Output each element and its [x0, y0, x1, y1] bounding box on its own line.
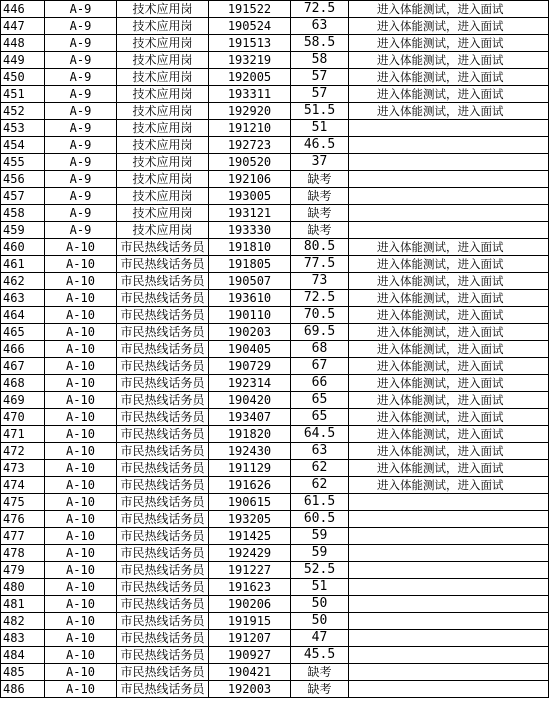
table-row: [1, 392, 549, 409]
cell-position-code: A-9: [45, 171, 117, 188]
cell-result: 进入体能测试，进入面试: [349, 273, 549, 290]
table-row: [1, 426, 549, 443]
cell-exam-number: 192003: [209, 681, 291, 698]
cell-result: 进入体能测试，进入面试: [349, 460, 549, 477]
cell-position-code: A-10: [45, 443, 117, 460]
cell-result: [349, 120, 549, 137]
cell-position-code: A-9: [45, 188, 117, 205]
table-row: [1, 239, 549, 256]
cell-position-name: 技术应用岗: [117, 137, 209, 154]
cell-position-name: 市民热线话务员: [117, 256, 209, 273]
cell-result: [349, 222, 549, 239]
cell-score: 72.5: [291, 1, 349, 18]
cell-seq: 470: [1, 409, 45, 426]
results-table-body: [1, 1, 549, 698]
cell-result: 进入体能测试，进入面试: [349, 52, 549, 69]
cell-seq: 461: [1, 256, 45, 273]
cell-score: 63: [291, 443, 349, 460]
table-row: [1, 171, 549, 188]
table-row: [1, 613, 549, 630]
cell-seq: 460: [1, 239, 45, 256]
table-row: [1, 69, 549, 86]
cell-result: 进入体能测试，进入面试: [349, 256, 549, 273]
cell-exam-number: 192429: [209, 545, 291, 562]
cell-seq: 480: [1, 579, 45, 596]
cell-position-name: 市民热线话务员: [117, 358, 209, 375]
cell-score: 缺考: [291, 222, 349, 239]
cell-exam-number: 190524: [209, 18, 291, 35]
cell-position-code: A-9: [45, 154, 117, 171]
cell-position-code: A-10: [45, 273, 117, 290]
cell-position-code: A-9: [45, 103, 117, 120]
cell-position-name: 市民热线话务员: [117, 409, 209, 426]
cell-position-code: A-10: [45, 596, 117, 613]
cell-seq: 485: [1, 664, 45, 681]
cell-seq: 474: [1, 477, 45, 494]
table-row: [1, 375, 549, 392]
cell-seq: 452: [1, 103, 45, 120]
cell-score: 64.5: [291, 426, 349, 443]
table-row: [1, 409, 549, 426]
cell-seq: 477: [1, 528, 45, 545]
cell-position-name: 市民热线话务员: [117, 477, 209, 494]
cell-result: 进入体能测试，进入面试: [349, 324, 549, 341]
table-row: [1, 35, 549, 52]
cell-result: [349, 154, 549, 171]
cell-seq: 471: [1, 426, 45, 443]
cell-seq: 483: [1, 630, 45, 647]
cell-result: 进入体能测试，进入面试: [349, 290, 549, 307]
cell-result: [349, 545, 549, 562]
cell-seq: 486: [1, 681, 45, 698]
table-row: [1, 86, 549, 103]
cell-exam-number: 192005: [209, 69, 291, 86]
cell-position-code: A-10: [45, 358, 117, 375]
cell-exam-number: 191227: [209, 562, 291, 579]
cell-position-name: 市民热线话务员: [117, 630, 209, 647]
cell-seq: 450: [1, 69, 45, 86]
cell-position-name: 市民热线话务员: [117, 647, 209, 664]
cell-score: 37: [291, 154, 349, 171]
cell-position-name: 市民热线话务员: [117, 290, 209, 307]
cell-exam-number: 192314: [209, 375, 291, 392]
cell-exam-number: 190729: [209, 358, 291, 375]
cell-score: 缺考: [291, 188, 349, 205]
cell-exam-number: 190420: [209, 392, 291, 409]
cell-position-name: 技术应用岗: [117, 171, 209, 188]
cell-seq: 462: [1, 273, 45, 290]
table-row: [1, 681, 549, 698]
cell-position-code: A-10: [45, 562, 117, 579]
cell-position-name: 市民热线话务员: [117, 511, 209, 528]
cell-position-name: 市民热线话务员: [117, 562, 209, 579]
cell-seq: 447: [1, 18, 45, 35]
cell-position-code: A-9: [45, 1, 117, 18]
cell-exam-number: 190421: [209, 664, 291, 681]
cell-position-name: 市民热线话务员: [117, 239, 209, 256]
cell-seq: 479: [1, 562, 45, 579]
cell-position-name: 市民热线话务员: [117, 596, 209, 613]
table-row: [1, 630, 549, 647]
table-row: [1, 205, 549, 222]
cell-score: 67: [291, 358, 349, 375]
cell-result: 进入体能测试，进入面试: [349, 477, 549, 494]
cell-exam-number: 191425: [209, 528, 291, 545]
cell-position-code: A-10: [45, 664, 117, 681]
cell-position-name: 市民热线话务员: [117, 341, 209, 358]
cell-position-code: A-10: [45, 613, 117, 630]
cell-result: [349, 511, 549, 528]
table-row: [1, 324, 549, 341]
cell-position-name: 技术应用岗: [117, 205, 209, 222]
cell-position-code: A-10: [45, 341, 117, 358]
cell-result: [349, 562, 549, 579]
cell-exam-number: 193121: [209, 205, 291, 222]
cell-result: 进入体能测试，进入面试: [349, 69, 549, 86]
cell-score: 68: [291, 341, 349, 358]
cell-exam-number: 191810: [209, 239, 291, 256]
cell-exam-number: 193330: [209, 222, 291, 239]
cell-result: 进入体能测试，进入面试: [349, 103, 549, 120]
cell-position-name: 市民热线话务员: [117, 494, 209, 511]
cell-seq: 453: [1, 120, 45, 137]
cell-position-name: 技术应用岗: [117, 69, 209, 86]
cell-exam-number: 191805: [209, 256, 291, 273]
cell-position-code: A-9: [45, 120, 117, 137]
cell-position-code: A-10: [45, 511, 117, 528]
cell-score: 52.5: [291, 562, 349, 579]
cell-score: 50: [291, 613, 349, 630]
cell-seq: 467: [1, 358, 45, 375]
cell-result: [349, 528, 549, 545]
cell-position-name: 技术应用岗: [117, 86, 209, 103]
cell-position-code: A-9: [45, 137, 117, 154]
cell-score: 63: [291, 18, 349, 35]
cell-result: [349, 596, 549, 613]
cell-exam-number: 190405: [209, 341, 291, 358]
table-row: [1, 290, 549, 307]
cell-position-code: A-9: [45, 205, 117, 222]
cell-position-name: 市民热线话务员: [117, 579, 209, 596]
cell-exam-number: 190203: [209, 324, 291, 341]
cell-seq: 476: [1, 511, 45, 528]
table-row: [1, 528, 549, 545]
cell-seq: 473: [1, 460, 45, 477]
table-row: [1, 443, 549, 460]
table-row: [1, 647, 549, 664]
cell-exam-number: 190507: [209, 273, 291, 290]
table-row: [1, 137, 549, 154]
table-row: [1, 307, 549, 324]
table-row: [1, 256, 549, 273]
table-row: [1, 341, 549, 358]
cell-position-code: A-10: [45, 545, 117, 562]
cell-position-code: A-10: [45, 324, 117, 341]
cell-seq: 478: [1, 545, 45, 562]
cell-score: 65: [291, 409, 349, 426]
cell-result: [349, 579, 549, 596]
cell-position-name: 市民热线话务员: [117, 545, 209, 562]
cell-position-code: A-10: [45, 647, 117, 664]
table-row: [1, 273, 549, 290]
cell-result: [349, 171, 549, 188]
cell-position-code: A-10: [45, 681, 117, 698]
cell-result: [349, 494, 549, 511]
cell-seq: 484: [1, 647, 45, 664]
cell-position-code: A-9: [45, 18, 117, 35]
cell-seq: 455: [1, 154, 45, 171]
cell-score: 66: [291, 375, 349, 392]
cell-score: 47: [291, 630, 349, 647]
cell-seq: 454: [1, 137, 45, 154]
cell-position-name: 市民热线话务员: [117, 528, 209, 545]
table-row: [1, 511, 549, 528]
cell-position-name: 技术应用岗: [117, 1, 209, 18]
cell-seq: 468: [1, 375, 45, 392]
cell-score: 58: [291, 52, 349, 69]
cell-position-code: A-9: [45, 222, 117, 239]
cell-score: 70.5: [291, 307, 349, 324]
cell-result: 进入体能测试，进入面试: [349, 358, 549, 375]
table-row: [1, 154, 549, 171]
cell-position-name: 市民热线话务员: [117, 307, 209, 324]
cell-position-code: A-9: [45, 69, 117, 86]
cell-result: 进入体能测试，进入面试: [349, 409, 549, 426]
cell-position-name: 技术应用岗: [117, 52, 209, 69]
cell-position-name: 技术应用岗: [117, 154, 209, 171]
cell-position-code: A-9: [45, 86, 117, 103]
cell-position-code: A-10: [45, 290, 117, 307]
cell-score: 缺考: [291, 664, 349, 681]
table-row: [1, 562, 549, 579]
cell-result: 进入体能测试，进入面试: [349, 426, 549, 443]
cell-score: 51: [291, 120, 349, 137]
table-row: [1, 120, 549, 137]
cell-score: 57: [291, 69, 349, 86]
cell-exam-number: 190520: [209, 154, 291, 171]
cell-exam-number: 191513: [209, 35, 291, 52]
cell-position-name: 市民热线话务员: [117, 613, 209, 630]
cell-result: [349, 664, 549, 681]
cell-exam-number: 193610: [209, 290, 291, 307]
cell-score: 62: [291, 477, 349, 494]
cell-seq: 457: [1, 188, 45, 205]
table-row: [1, 664, 549, 681]
table-row: [1, 18, 549, 35]
cell-exam-number: 191820: [209, 426, 291, 443]
cell-score: 59: [291, 528, 349, 545]
cell-result: [349, 613, 549, 630]
cell-score: 51.5: [291, 103, 349, 120]
cell-result: 进入体能测试，进入面试: [349, 341, 549, 358]
cell-result: 进入体能测试，进入面试: [349, 35, 549, 52]
cell-position-name: 市民热线话务员: [117, 443, 209, 460]
cell-result: 进入体能测试，进入面试: [349, 86, 549, 103]
cell-exam-number: 191623: [209, 579, 291, 596]
cell-position-name: 技术应用岗: [117, 188, 209, 205]
cell-position-code: A-10: [45, 409, 117, 426]
cell-result: 进入体能测试，进入面试: [349, 443, 549, 460]
cell-exam-number: 192723: [209, 137, 291, 154]
table-row: [1, 477, 549, 494]
cell-score: 60.5: [291, 511, 349, 528]
cell-exam-number: 193407: [209, 409, 291, 426]
table-row: [1, 494, 549, 511]
cell-seq: 459: [1, 222, 45, 239]
cell-seq: 472: [1, 443, 45, 460]
cell-seq: 448: [1, 35, 45, 52]
cell-position-code: A-10: [45, 392, 117, 409]
table-row: [1, 1, 549, 18]
cell-seq: 449: [1, 52, 45, 69]
cell-exam-number: 191207: [209, 630, 291, 647]
cell-result: [349, 205, 549, 222]
cell-score: 59: [291, 545, 349, 562]
cell-position-code: A-9: [45, 52, 117, 69]
cell-position-code: A-10: [45, 426, 117, 443]
cell-score: 缺考: [291, 171, 349, 188]
cell-seq: 466: [1, 341, 45, 358]
cell-score: 50: [291, 596, 349, 613]
cell-exam-number: 191210: [209, 120, 291, 137]
cell-exam-number: 190206: [209, 596, 291, 613]
cell-seq: 451: [1, 86, 45, 103]
table-row: [1, 358, 549, 375]
cell-exam-number: 193219: [209, 52, 291, 69]
cell-position-name: 市民热线话务员: [117, 460, 209, 477]
cell-score: 缺考: [291, 205, 349, 222]
cell-score: 69.5: [291, 324, 349, 341]
cell-score: 80.5: [291, 239, 349, 256]
cell-result: [349, 630, 549, 647]
cell-seq: 446: [1, 1, 45, 18]
cell-position-name: 技术应用岗: [117, 222, 209, 239]
cell-position-code: A-10: [45, 630, 117, 647]
cell-position-code: A-10: [45, 460, 117, 477]
cell-exam-number: 192920: [209, 103, 291, 120]
table-row: [1, 460, 549, 477]
cell-position-code: A-10: [45, 494, 117, 511]
cell-position-code: A-10: [45, 307, 117, 324]
table-row: [1, 222, 549, 239]
cell-result: 进入体能测试，进入面试: [349, 375, 549, 392]
cell-seq: 458: [1, 205, 45, 222]
table-row: [1, 596, 549, 613]
cell-score: 77.5: [291, 256, 349, 273]
cell-result: 进入体能测试，进入面试: [349, 239, 549, 256]
cell-seq: 456: [1, 171, 45, 188]
cell-position-code: A-10: [45, 477, 117, 494]
table-row: [1, 545, 549, 562]
table-row: [1, 188, 549, 205]
cell-score: 51: [291, 579, 349, 596]
cell-exam-number: 192430: [209, 443, 291, 460]
cell-score: 72.5: [291, 290, 349, 307]
cell-position-name: 市民热线话务员: [117, 392, 209, 409]
cell-result: [349, 137, 549, 154]
cell-exam-number: 193205: [209, 511, 291, 528]
cell-position-code: A-9: [45, 35, 117, 52]
cell-position-code: A-10: [45, 375, 117, 392]
cell-position-code: A-10: [45, 256, 117, 273]
cell-score: 62: [291, 460, 349, 477]
cell-position-name: 市民热线话务员: [117, 324, 209, 341]
cell-position-name: 技术应用岗: [117, 103, 209, 120]
cell-exam-number: 190110: [209, 307, 291, 324]
cell-position-name: 市民热线话务员: [117, 273, 209, 290]
cell-exam-number: 190927: [209, 647, 291, 664]
cell-score: 65: [291, 392, 349, 409]
cell-seq: 465: [1, 324, 45, 341]
table-row: [1, 103, 549, 120]
cell-position-code: A-10: [45, 528, 117, 545]
cell-seq: 481: [1, 596, 45, 613]
cell-exam-number: 193311: [209, 86, 291, 103]
cell-position-name: 市民热线话务员: [117, 664, 209, 681]
cell-exam-number: 191522: [209, 1, 291, 18]
cell-score: 57: [291, 86, 349, 103]
cell-position-name: 技术应用岗: [117, 120, 209, 137]
cell-score: 45.5: [291, 647, 349, 664]
cell-exam-number: 191129: [209, 460, 291, 477]
cell-result: 进入体能测试，进入面试: [349, 392, 549, 409]
cell-seq: 482: [1, 613, 45, 630]
cell-position-code: A-10: [45, 239, 117, 256]
cell-seq: 475: [1, 494, 45, 511]
cell-seq: 463: [1, 290, 45, 307]
cell-score: 缺考: [291, 681, 349, 698]
cell-exam-number: 193005: [209, 188, 291, 205]
cell-position-name: 市民热线话务员: [117, 681, 209, 698]
cell-exam-number: 191915: [209, 613, 291, 630]
cell-position-name: 市民热线话务员: [117, 375, 209, 392]
cell-position-name: 市民热线话务员: [117, 426, 209, 443]
cell-score: 73: [291, 273, 349, 290]
cell-result: 进入体能测试，进入面试: [349, 307, 549, 324]
cell-result: 进入体能测试，进入面试: [349, 1, 549, 18]
cell-seq: 469: [1, 392, 45, 409]
table-row: [1, 579, 549, 596]
cell-result: [349, 681, 549, 698]
cell-position-name: 技术应用岗: [117, 18, 209, 35]
cell-exam-number: 191626: [209, 477, 291, 494]
cell-score: 61.5: [291, 494, 349, 511]
table-row: [1, 52, 549, 69]
cell-result: 进入体能测试，进入面试: [349, 18, 549, 35]
cell-score: 58.5: [291, 35, 349, 52]
cell-exam-number: 192106: [209, 171, 291, 188]
cell-score: 46.5: [291, 137, 349, 154]
cell-seq: 464: [1, 307, 45, 324]
cell-position-name: 技术应用岗: [117, 35, 209, 52]
cell-result: [349, 647, 549, 664]
cell-position-code: A-10: [45, 579, 117, 596]
cell-result: [349, 188, 549, 205]
cell-exam-number: 190615: [209, 494, 291, 511]
